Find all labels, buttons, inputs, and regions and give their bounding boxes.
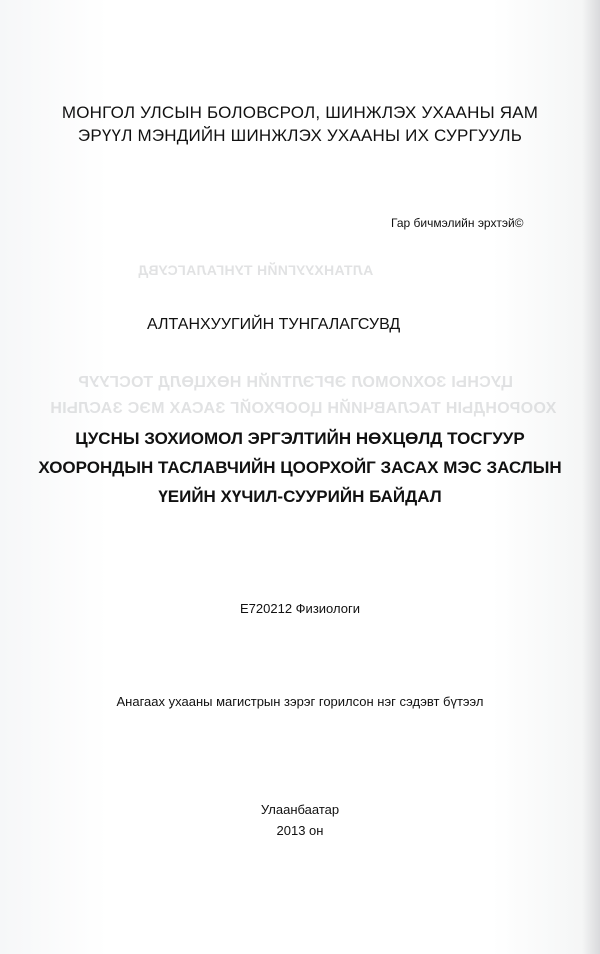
thesis-title-line-1: ЦУСНЫ ЗОХИОМОЛ ЭРГЭЛТИЙН НӨХЦӨЛД ТОСГУУР xyxy=(75,429,525,448)
bleed-through-title-line1: ЦУСНЫ ЗОХИОМОЛ ЭРГЭЛТИЙН НӨХЦӨЛД ТОСГУУР xyxy=(78,374,513,391)
city: Улаанбаатар xyxy=(260,802,340,817)
university-heading: ЭРҮҮЛ МЭНДИЙН ШИНЖЛЭХ УХААНЫ ИХ СУРГУУЛЬ xyxy=(77,126,523,145)
thesis-title-line-3: ҮЕИЙН ХҮЧИЛ-СУУРИЙН БАЙДАЛ xyxy=(158,487,442,506)
manuscript-rights-note: Гар бичмэлийн эрхтэй© xyxy=(391,216,524,230)
year: 2013 он xyxy=(276,823,324,838)
degree-description: Анагаах ухааны магистрын зэрэг горилсон нэг сэдэвт бүтээл xyxy=(116,694,484,709)
bleed-through-title-line2: ХООРОНДЫН ТАСЛАВЧИЙН ЦООРХОЙГ ЗАСАХ МЭС ЗАСЛЫН xyxy=(50,400,557,417)
ministry-heading: МОНГОЛ УЛСЫН БОЛОВСРОЛ, ШИНЖЛЭХ УХААНЫ ЯАМ xyxy=(61,103,539,122)
specialty-code: E720212 Физиологи xyxy=(240,601,360,616)
author-name: АЛТАНХУУГИЙН ТУНГАЛАГСУВД xyxy=(147,316,401,333)
thesis-title-line-2: ХООРОНДЫН ТАСЛАВЧИЙН ЦООРХОЙГ ЗАСАХ МЭС ЗАСЛЫН xyxy=(38,458,562,477)
bleed-through-author: АЛТАНХУУГИЙН ТУНГАЛАГСУВД xyxy=(138,262,374,278)
